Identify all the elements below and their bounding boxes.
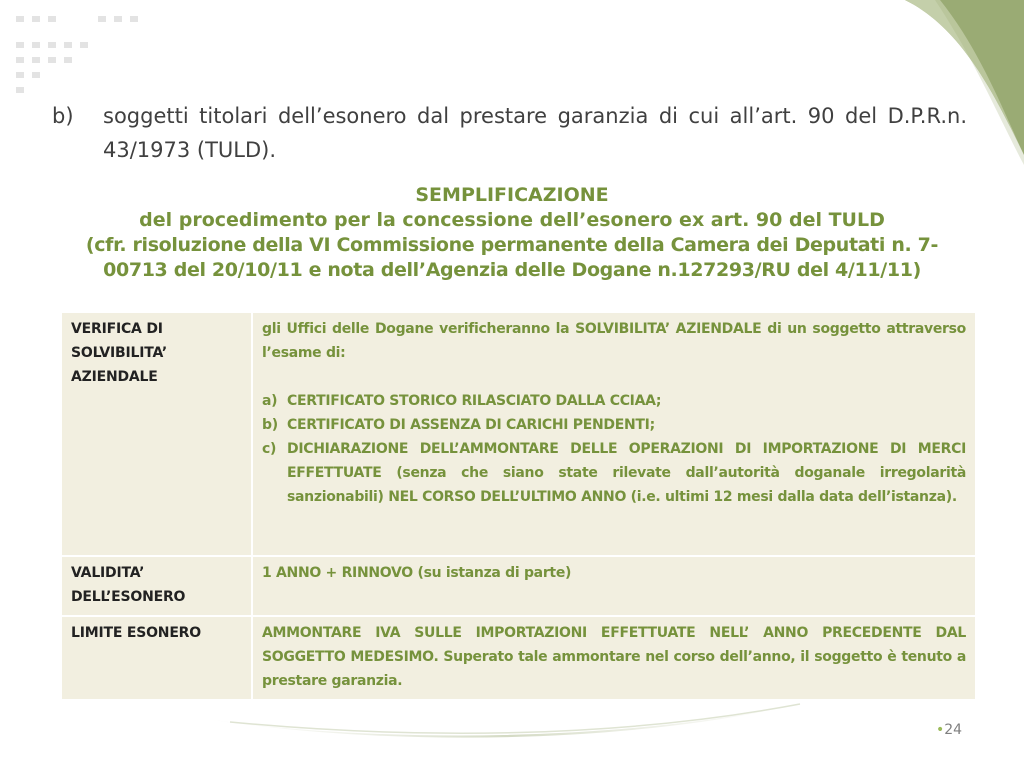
heading-title: SEMPLIFICAZIONE	[415, 184, 609, 206]
row-content: AMMONTARE IVA SULLE IMPORTAZIONI EFFETTUATE NELL’ ANNO PRECEDENTE DAL SOGGETTO MEDESIMO. Superato tale ammontare nel corso dell’anno, il soggetto è tenuto a prestare garanzia.	[252, 616, 976, 700]
decorative-dot-grid	[0, 0, 160, 100]
bottom-swoosh	[200, 700, 815, 738]
heading-note-line-1: (cfr. risoluzione della VI Commissione permanente della Camera dei Deputati n. 7-	[85, 234, 939, 256]
row-content	[252, 312, 976, 556]
list-item	[262, 389, 966, 413]
exemption-table	[60, 311, 977, 701]
bullet-text: soggetti titolari dell’esonero dal prestare garanzia di cui all’art. 90 del D.P.R.n. 43/1973 (TULD).	[103, 104, 967, 162]
row-intro-text: gli Uffici delle Dogane verificheranno la SOLVIBILITA’ AZIENDALE di un soggetto attraverso l’esame di:	[262, 321, 966, 361]
list-text: DICHIARAZIONE DELL’AMMONTARE DELLE OPERAZIONI DI IMPORTAZIONE DI MERCI EFFETTUATE (senza che siano state rilevate dall’autorità doganale irregolarità sanzionabili) NEL CORSO DELL’ULTIMO ANNO (i.e. ultimi 12 mesi dalla data dell’istanza).	[287, 441, 966, 505]
table-row	[61, 556, 976, 616]
bullet-marker: b)	[52, 104, 74, 128]
bullet-item-b	[52, 99, 967, 167]
list-item	[262, 413, 966, 437]
list-marker: c)	[262, 441, 277, 457]
row-content: 1 ANNO + RINNOVO (su istanza di parte)	[252, 556, 976, 616]
list-marker: a)	[262, 393, 278, 409]
document-list	[262, 389, 966, 509]
page-number	[936, 722, 962, 738]
heading-subtitle: del procedimento per la concessione dell’esonero ex art. 90 del TULD	[139, 209, 885, 231]
row-label: VERIFICA DI SOLVIBILITA’ AZIENDALE	[61, 312, 252, 556]
table-row	[61, 312, 976, 556]
list-marker: b)	[262, 417, 278, 433]
page-number-value: 24	[944, 722, 963, 738]
row-label: LIMITE ESONERO	[61, 616, 252, 700]
page-number-bullet: •	[936, 722, 945, 738]
list-text: CERTIFICATO STORICO RILASCIATO DALLA CCIAA;	[287, 393, 662, 409]
bottom-swoosh-thin	[230, 704, 800, 733]
list-text: CERTIFICATO DI ASSENZA DI CARICHI PENDENTI;	[287, 417, 655, 433]
heading-note-line-2: 00713 del 20/10/11 e nota dell’Agenzia delle Dogane n.127293/RU del 4/11/11)	[103, 259, 921, 281]
section-heading	[40, 183, 984, 283]
row-label: VALIDITA’ DELL’ESONERO	[61, 556, 252, 616]
list-item	[262, 437, 966, 509]
table-row	[61, 616, 976, 700]
